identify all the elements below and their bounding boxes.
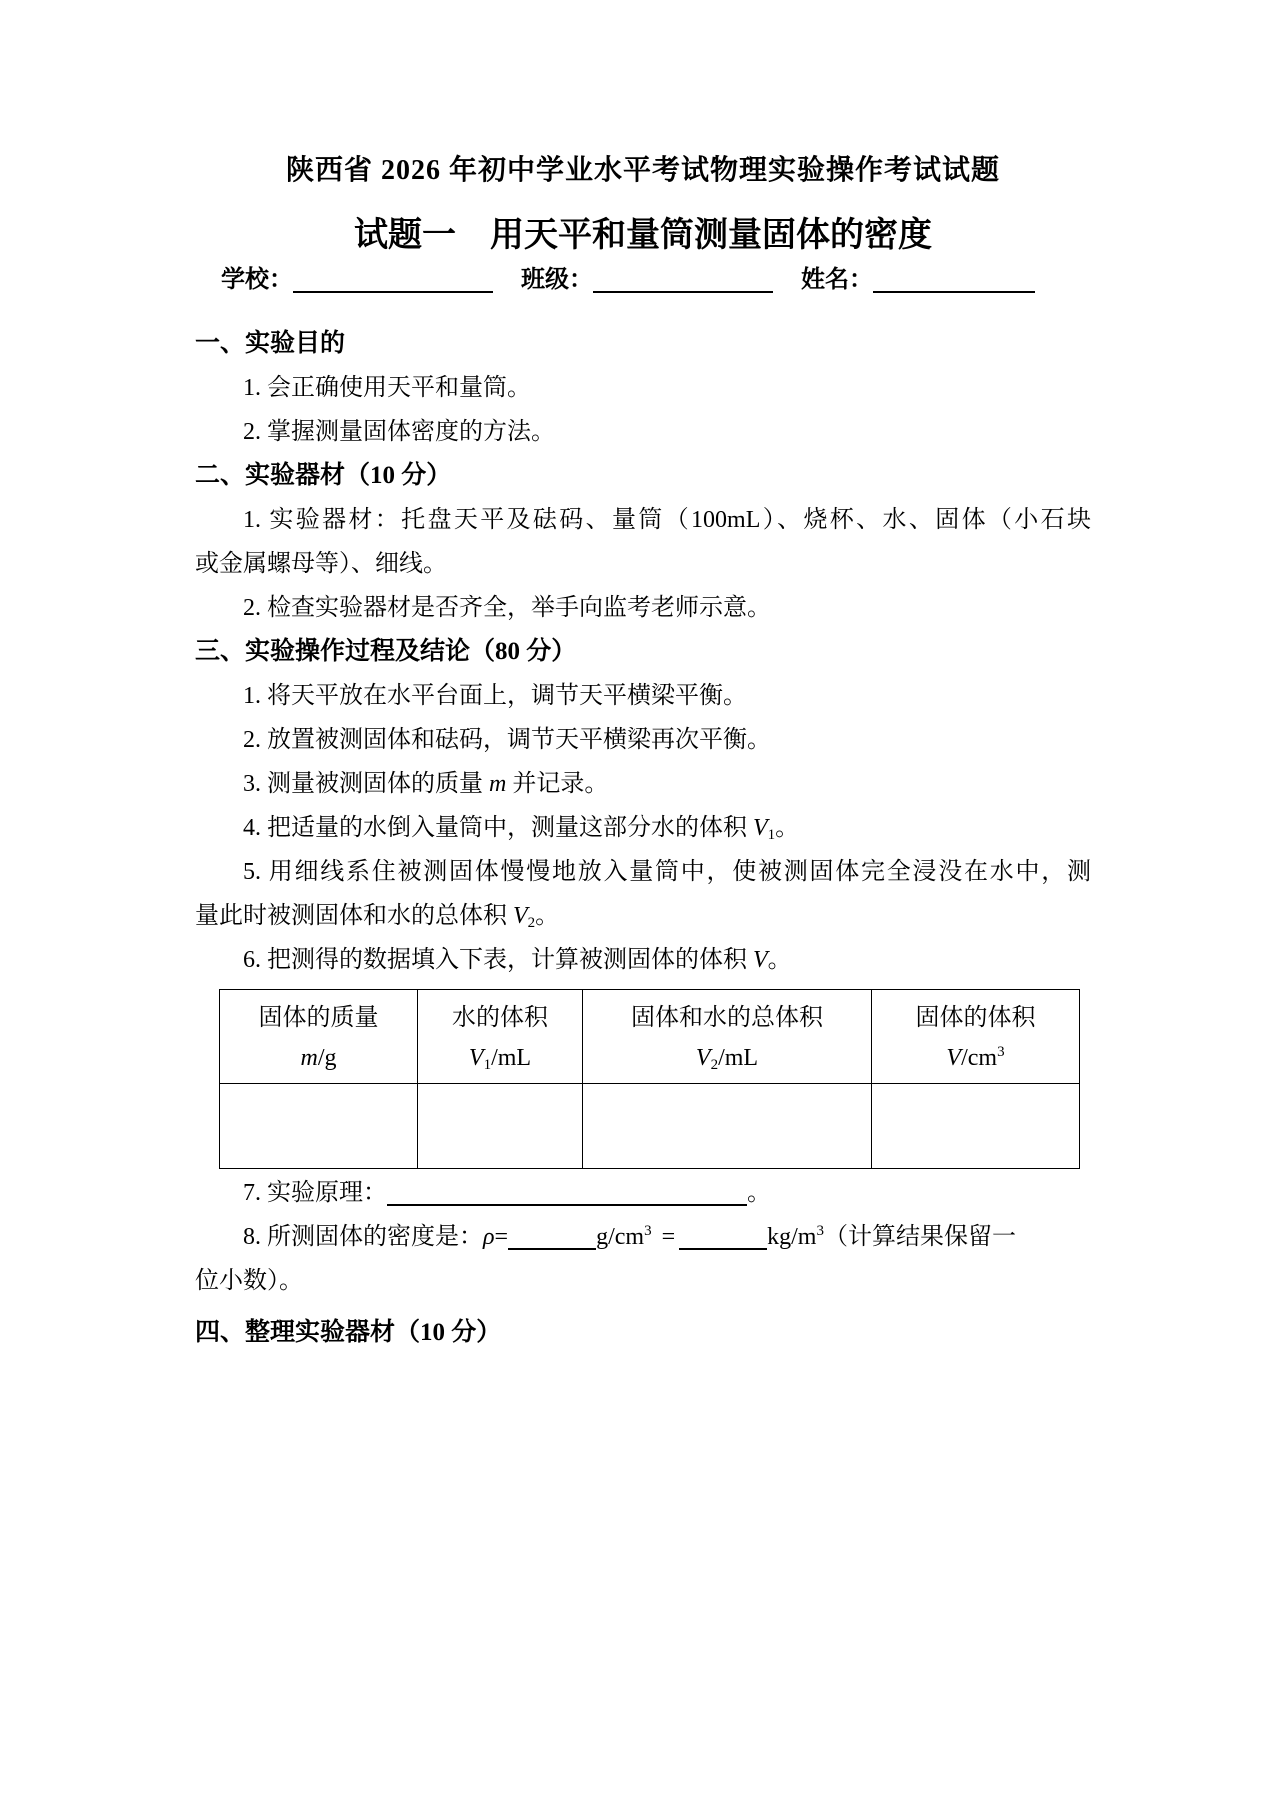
symbol-m: m [300, 1044, 318, 1071]
data-cell-solid-volume [872, 1084, 1080, 1169]
procedure-step-8 [195, 1215, 1091, 1303]
equals-sign-1: = [494, 1224, 509, 1250]
col-header-solid-mass-name: 固体的质量 [258, 1004, 379, 1031]
unit-kgm-sup: 3 [816, 1223, 824, 1239]
unit-ml-1: /mL [491, 1044, 532, 1071]
col-header-water-volume [418, 990, 583, 1084]
table-header-row [220, 990, 1080, 1084]
volume2-symbol: V [513, 903, 528, 929]
step-7-text: 7. 实验原理： [243, 1180, 387, 1206]
unit-kgm: kg/m [767, 1224, 817, 1250]
objective-item-2: 2. 掌握测量固体密度的方法。 [243, 419, 555, 445]
density-gcm3-blank [508, 1222, 596, 1250]
step-6-text-end: 。 [767, 947, 792, 973]
volume2-subscript: 2 [527, 915, 536, 931]
class-blank [593, 265, 773, 293]
procedure-step-1: 1. 将天平放在水平台面上，调节天平横梁平衡。 [243, 683, 747, 709]
procedure-step-6 [195, 938, 1091, 982]
step-5-text: 量此时被测固体和水的总体积 [195, 903, 513, 929]
section-1-heading: 一、实验目的 [195, 330, 346, 357]
col-header-solid-mass-symbol [220, 1038, 417, 1078]
step-7-text-end: 。 [747, 1180, 771, 1206]
measurement-table [219, 989, 1080, 1169]
step-6-text: 6. 把测得的数据填入下表，计算被测固体的体积 [243, 947, 753, 973]
step-5-line-1: 5. 用细线系住被测固体慢慢地放入量筒中，使被测固体完全浸没在水中，测 [243, 859, 1091, 885]
step-8-note-start: （计算结果保留一 [823, 1224, 1016, 1250]
school-blank [293, 265, 493, 293]
volume-symbol: V [753, 947, 768, 973]
school-label: 学校： [221, 267, 293, 293]
step-4-text-end: 。 [775, 815, 800, 841]
equals-sign-2: = [661, 1224, 676, 1250]
equipment-item-1-line-1: 1. 实验器材：托盘天平及砝码、量筒（100mL）、烧杯、水、固体（小石块 [243, 507, 1091, 533]
step-3-text: 3. 测量被测固体的质量 [243, 771, 489, 797]
data-cell-water-volume [418, 1084, 583, 1169]
mass-symbol: m [489, 771, 507, 797]
exam-subtitle: 试题一 用天平和量筒测量固体的密度 [354, 217, 932, 254]
symbol-v: V [946, 1044, 962, 1071]
name-label: 姓名： [801, 267, 873, 293]
principle-blank [387, 1178, 747, 1206]
doc-title: 陕西省 2026 年初中学业水平考试物理实验操作考试试题 [285, 155, 1000, 186]
unit-ml-2: /mL [718, 1044, 759, 1071]
section-3-heading: 三、实验操作过程及结论（80 分） [195, 638, 577, 665]
procedure-step-5 [195, 850, 1091, 938]
volume1-symbol: V [753, 815, 768, 841]
symbol-v2: V [695, 1044, 711, 1071]
data-cell-total-volume [583, 1084, 872, 1169]
unit-cm3-sup: 3 [997, 1043, 1005, 1060]
procedure-step-2: 2. 放置被测固体和砝码，调节天平横梁再次平衡。 [243, 727, 771, 753]
step-8-line-1 [195, 1215, 1091, 1259]
col-header-water-volume-name: 水的体积 [452, 1004, 548, 1031]
page-content [195, 0, 1091, 1355]
col-header-solid-volume [872, 990, 1080, 1084]
equipment-item-1 [195, 498, 1091, 586]
symbol-v2-sub: 2 [710, 1056, 719, 1073]
step-8-text: 8. 所测固体的密度是： [243, 1224, 483, 1250]
symbol-v1-sub: 1 [483, 1056, 492, 1073]
unit-gcm-sup: 3 [644, 1223, 652, 1239]
procedure-step-3 [195, 762, 1091, 806]
col-header-water-volume-symbol [418, 1038, 582, 1078]
table-data-row [220, 1084, 1080, 1169]
col-header-total-volume-symbol [583, 1038, 871, 1078]
volume1-subscript: 1 [767, 827, 776, 843]
section-4-heading: 四、整理实验器材（10 分） [195, 1319, 502, 1346]
col-header-solid-volume-symbol [872, 1038, 1079, 1078]
objective-item-1: 1. 会正确使用天平和量筒。 [243, 375, 531, 401]
equipment-item-2: 2. 检查实验器材是否齐全，举手向监考老师示意。 [243, 595, 771, 621]
section-2-heading: 二、实验器材（10 分） [195, 462, 452, 489]
step-8-line-2: 位小数）。 [195, 1268, 303, 1294]
step-5-text-end: 。 [535, 903, 560, 929]
equipment-item-1-line-2: 或金属螺母等）、细线。 [195, 551, 447, 577]
procedure-step-7 [195, 1171, 1091, 1215]
identity-line [195, 263, 1091, 297]
col-header-total-volume-name: 固体和水的总体积 [631, 1004, 823, 1031]
symbol-v1: V [468, 1044, 484, 1071]
procedure-step-4 [195, 806, 1091, 850]
data-cell-solid-mass [220, 1084, 418, 1169]
name-blank [873, 265, 1035, 293]
step-4-text: 4. 把适量的水倒入量筒中，测量这部分水的体积 [243, 815, 753, 841]
col-header-total-volume [583, 990, 872, 1084]
col-header-solid-volume-name: 固体的体积 [915, 1004, 1036, 1031]
class-label: 班级： [521, 267, 593, 293]
unit-g: /g [317, 1044, 337, 1071]
step-3-text-end: 并记录。 [506, 771, 609, 797]
sections [195, 322, 1091, 1355]
unit-cm3: /cm [961, 1044, 998, 1071]
rho-symbol: ρ [483, 1224, 495, 1250]
col-header-solid-mass [220, 990, 418, 1084]
unit-gcm: g/cm [596, 1224, 645, 1250]
density-kgm3-blank [679, 1222, 767, 1250]
step-5-line-2 [195, 894, 1091, 938]
